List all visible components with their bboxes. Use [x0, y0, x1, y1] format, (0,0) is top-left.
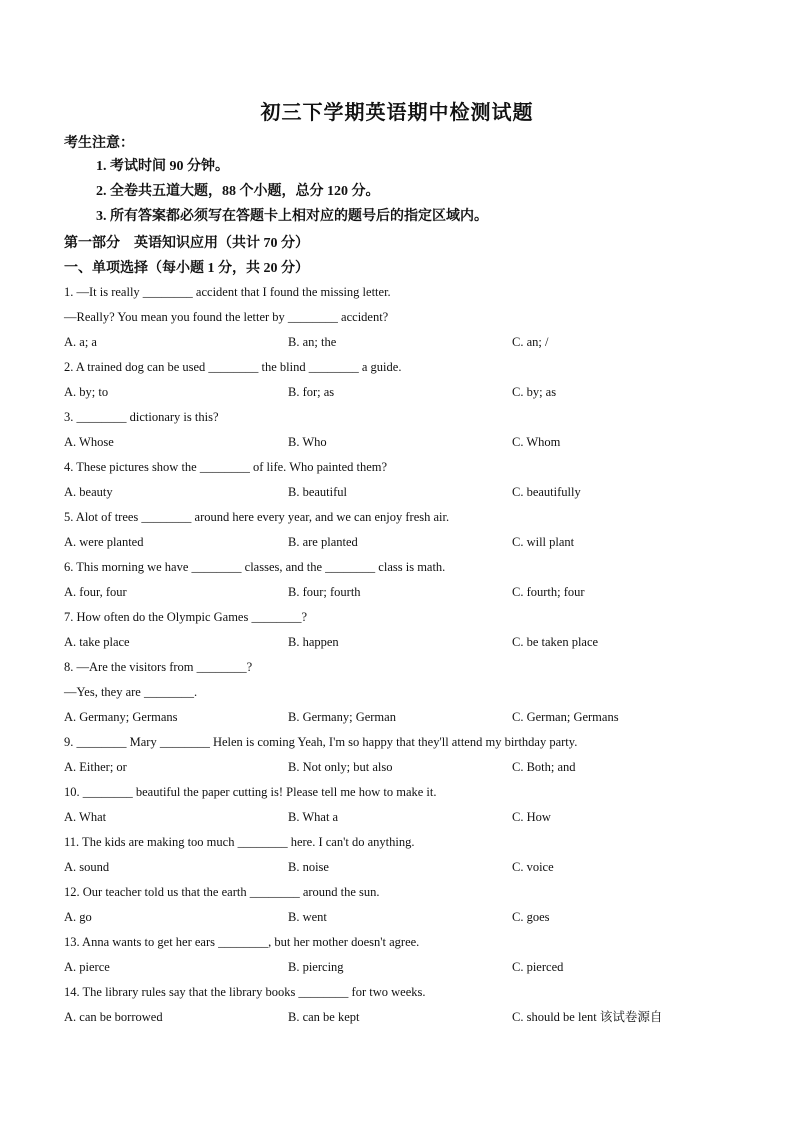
note-item: 2. 全卷共五道大题，88 个小题，总分 120 分。	[96, 184, 380, 199]
question-stem: —Really? You mean you found the letter by ________ accident?	[64, 310, 389, 324]
option-b: B. went	[288, 910, 327, 924]
notes-heading: 考生注意：	[64, 136, 134, 151]
option-c: C. will plant	[512, 535, 575, 549]
option-a: A. by; to	[64, 385, 109, 399]
notes-list	[96, 157, 488, 232]
option-a: A. a; a	[64, 335, 97, 349]
option-row	[64, 908, 744, 933]
option-b: B. four; fourth	[288, 585, 361, 599]
option-a: A. go	[64, 910, 92, 924]
option-row	[64, 333, 744, 358]
question-stem: 13. Anna wants to get her ears ________, but her mother doesn't agree.	[64, 935, 420, 949]
question-stem: 2. A trained dog can be used ________ the blind ________ a guide.	[64, 360, 402, 374]
option-c: C. be taken place	[512, 635, 599, 649]
page-title: 初三下学期英语期中检测试题	[260, 102, 534, 124]
option-b: B. an; the	[288, 335, 337, 349]
section-heading: 一、单项选择（每小题 1 分，共 20 分）	[64, 261, 309, 276]
option-c: C. an; /	[512, 335, 549, 349]
option-b: B. Germany; German	[288, 710, 396, 724]
option-a: A. four, four	[64, 585, 127, 599]
part-label: 第一部分	[64, 236, 120, 251]
option-c: C. beautifully	[512, 485, 581, 499]
option-row	[64, 808, 744, 833]
option-a: A. were planted	[64, 535, 144, 549]
part-heading	[64, 232, 309, 252]
question-stem: 4. These pictures show the ________ of life. Who painted them?	[64, 460, 388, 474]
question-stem: 7. How often do the Olympic Games ________?	[64, 610, 308, 624]
option-a: A. What	[64, 810, 107, 824]
option-a: A. Germany; Germans	[64, 710, 178, 724]
option-a: A. sound	[64, 860, 110, 874]
option-c: C. should be lent 该试卷源自	[512, 1010, 663, 1024]
option-row	[64, 633, 744, 658]
option-a: A. pierce	[64, 960, 110, 974]
option-row	[64, 483, 744, 508]
question-stem: 9. ________ Mary ________ Helen is coming Yeah, I'm so happy that they'll attend my birthday party.	[64, 735, 578, 749]
question-stem: 6. This morning we have ________ classes, and the ________ class is math.	[64, 560, 446, 574]
option-c: C. How	[512, 810, 551, 824]
option-row	[64, 1008, 744, 1033]
question-stem: 5. Alot of trees ________ around here every year, and we can enjoy fresh air.	[64, 510, 450, 524]
option-b: B. piercing	[288, 960, 344, 974]
option-c: C. voice	[512, 860, 554, 874]
option-b: B. noise	[288, 860, 329, 874]
option-a: A. beauty	[64, 485, 113, 499]
question-stem: 14. The library rules say that the library books ________ for two weeks.	[64, 985, 426, 999]
question-stem: —Yes, they are ________.	[64, 685, 198, 699]
option-c: C. fourth; four	[512, 585, 585, 599]
option-row	[64, 708, 744, 733]
question-stem: 1. —It is really ________ accident that I found the missing letter.	[64, 285, 391, 299]
option-c: C. Both; and	[512, 760, 576, 774]
option-c: C. goes	[512, 910, 550, 924]
option-b: B. beautiful	[288, 485, 348, 499]
option-b: B. Not only; but also	[288, 760, 393, 774]
note-item: 1. 考试时间 90 分钟。	[96, 159, 229, 174]
option-b: B. Who	[288, 435, 327, 449]
option-row	[64, 383, 744, 408]
question-stem: 10. ________ beautiful the paper cutting is! Please tell me how to make it.	[64, 785, 437, 799]
option-a: A. Whose	[64, 435, 114, 449]
note-item: 3. 所有答案都必须写在答题卡上相对应的题号后的指定区域内。	[96, 209, 488, 224]
option-row	[64, 758, 744, 783]
question-list	[64, 283, 744, 1033]
question-stem: 12. Our teacher told us that the earth ________ around the sun.	[64, 885, 380, 899]
question-stem: 11. The kids are making too much ________ here. I can't do anything.	[64, 835, 415, 849]
option-b: B. happen	[288, 635, 339, 649]
option-c: C. by; as	[512, 385, 557, 399]
question-stem: 8. —Are the visitors from ________?	[64, 660, 253, 674]
option-b: B. for; as	[288, 385, 335, 399]
option-c: C. pierced	[512, 960, 564, 974]
option-row	[64, 858, 744, 883]
option-c: C. German; Germans	[512, 710, 619, 724]
option-b: B. What a	[288, 810, 339, 824]
question-stem: 3. ________ dictionary is this?	[64, 410, 219, 424]
option-row	[64, 583, 744, 608]
option-b: B. can be kept	[288, 1010, 360, 1024]
option-a: A. can be borrowed	[64, 1010, 163, 1024]
option-row	[64, 433, 744, 458]
option-row	[64, 533, 744, 558]
option-row	[64, 958, 744, 983]
part-name: 英语知识应用（共计 70 分）	[134, 236, 309, 251]
option-b: B. are planted	[288, 535, 358, 549]
option-a: A. take place	[64, 635, 130, 649]
option-a: A. Either; or	[64, 760, 127, 774]
option-c: C. Whom	[512, 435, 561, 449]
